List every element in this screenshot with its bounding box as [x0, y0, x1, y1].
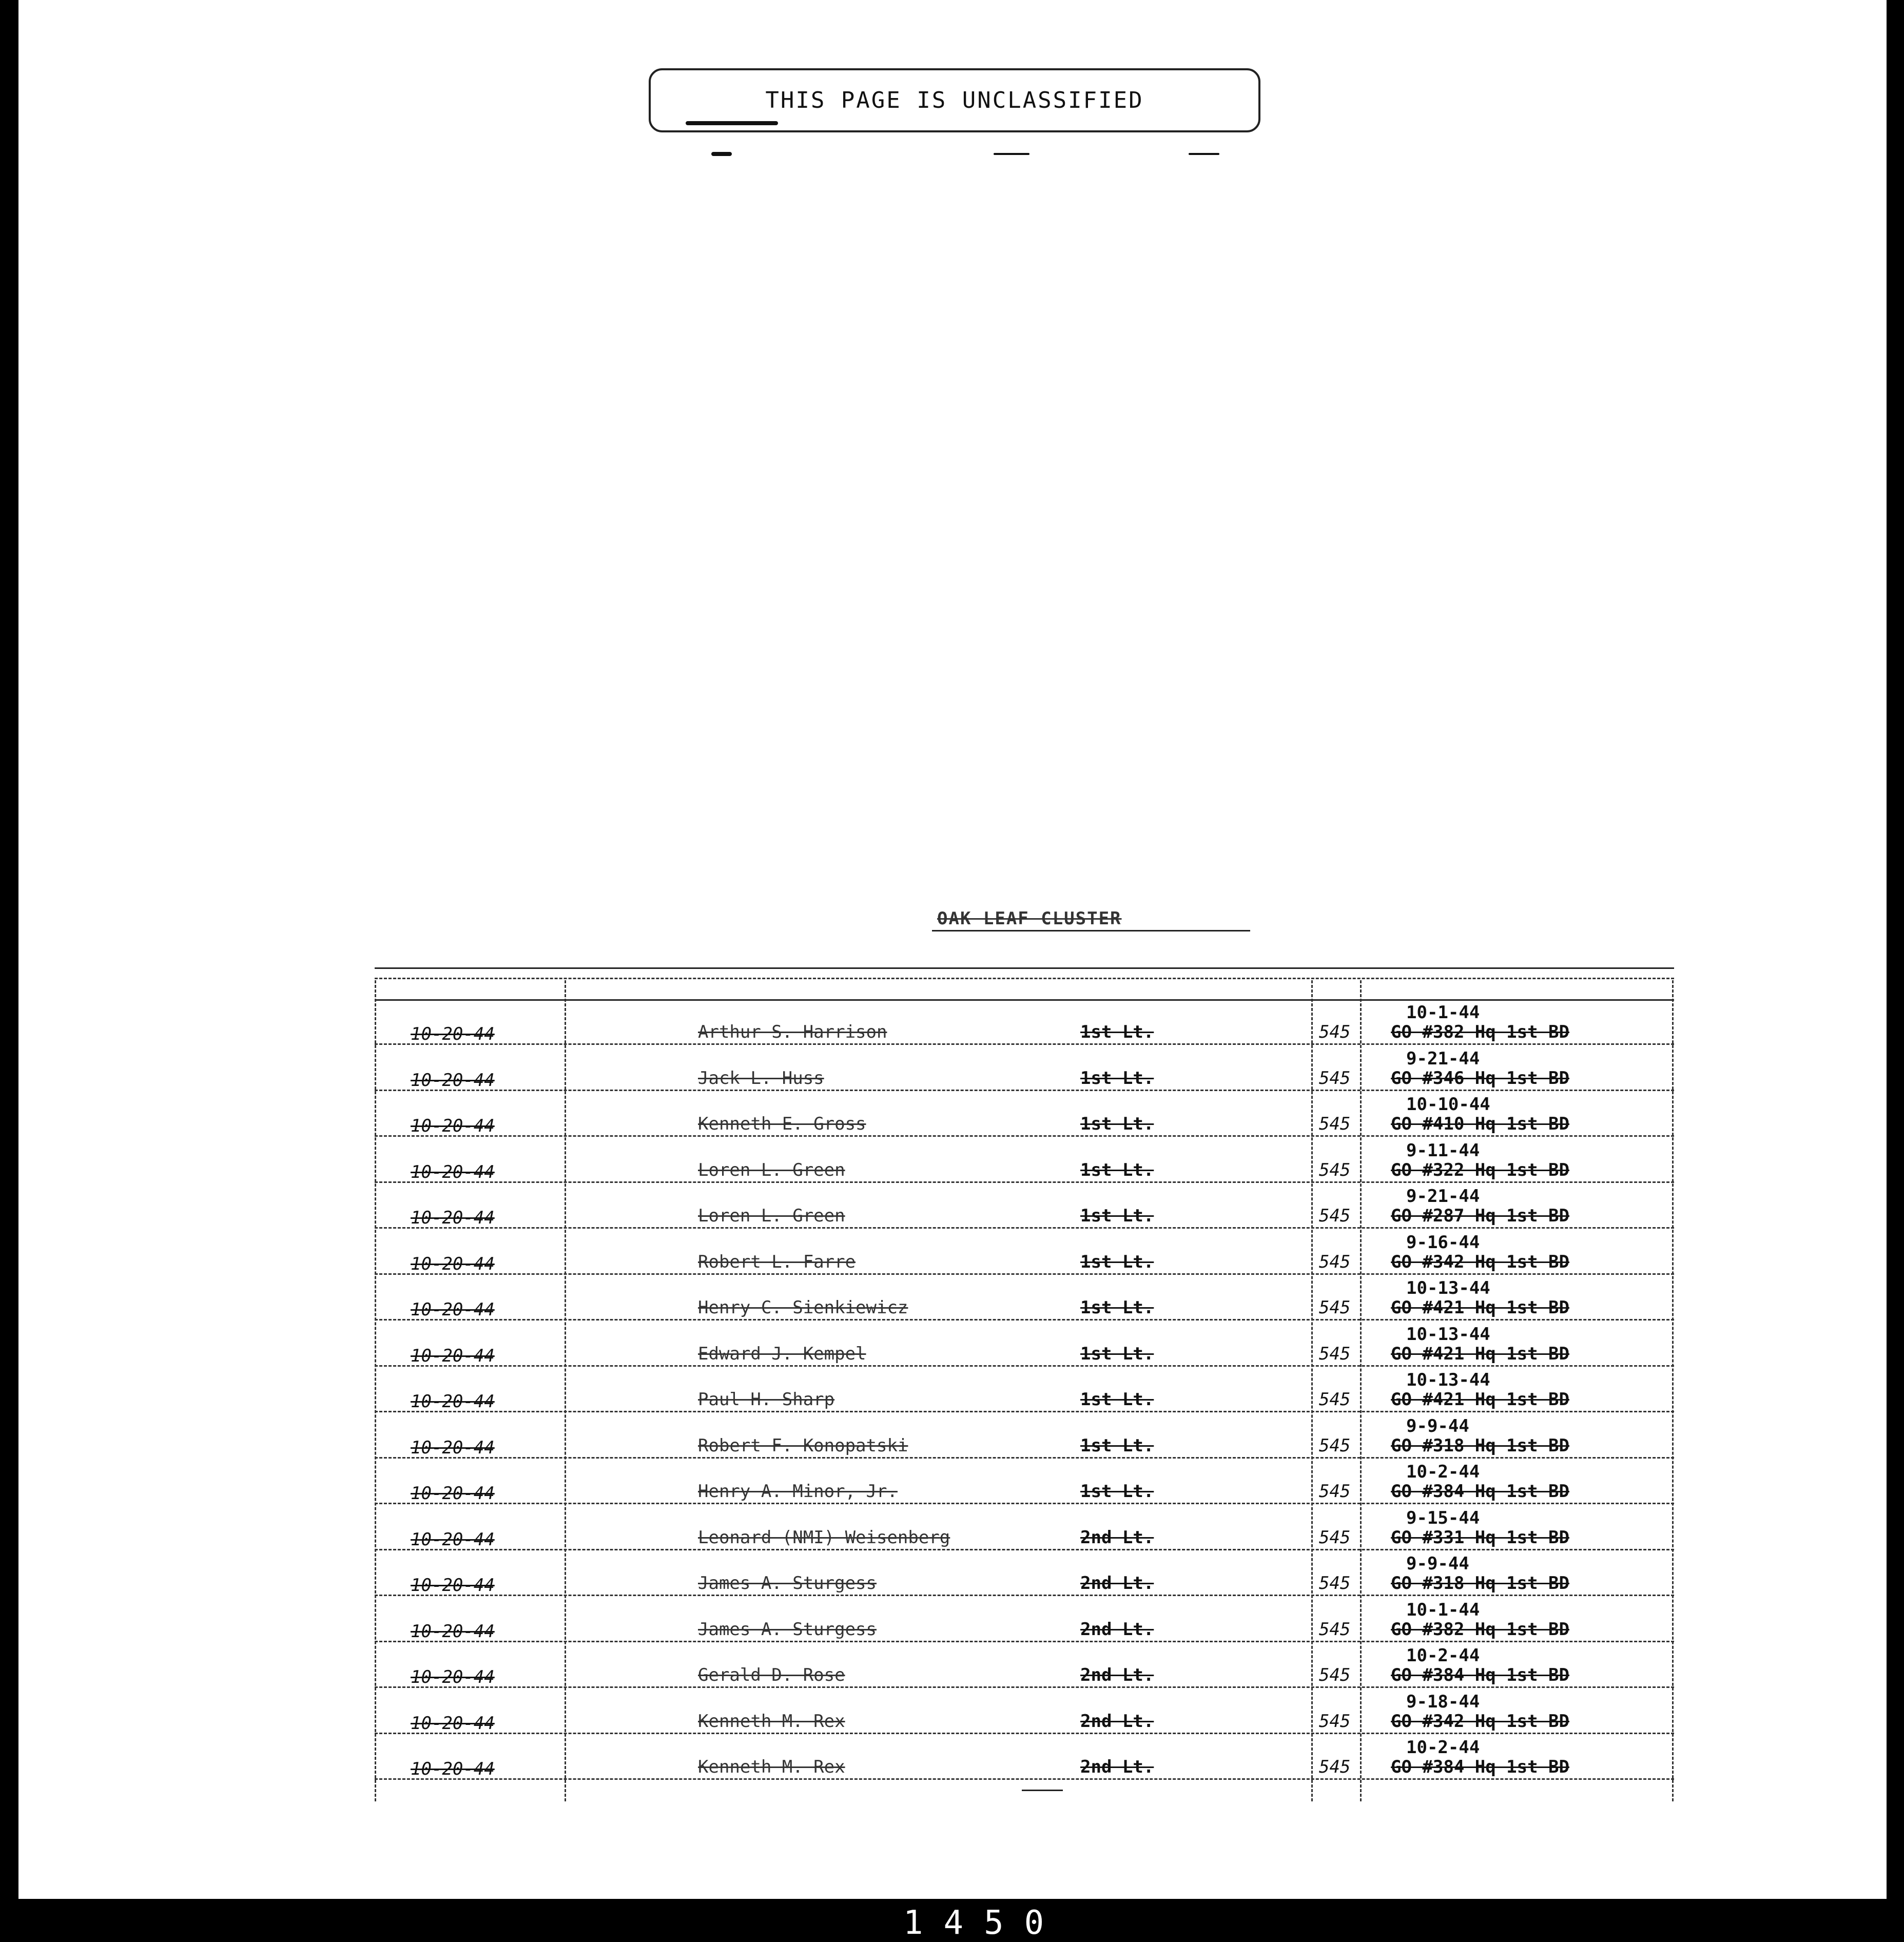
officer-rank: 1st Lt. [1080, 1114, 1154, 1134]
officer-name: Henry C. Sienkiewicz [698, 1297, 908, 1318]
document-page [18, 0, 1887, 1899]
officer-name: Kenneth E. Gross [698, 1114, 866, 1134]
general-order: GO #421 Hq 1st BD [1391, 1297, 1569, 1318]
general-order: GO #318 Hq 1st BD [1391, 1573, 1569, 1594]
table-row [375, 1137, 1674, 1183]
squadron-number: 545 [1319, 1757, 1351, 1777]
order-date: 10-13-44 [1406, 1370, 1490, 1390]
squadron-number: 545 [1319, 1619, 1351, 1640]
award-date: 10-20-44 [411, 1070, 495, 1091]
general-order: GO #421 Hq 1st BD [1391, 1343, 1569, 1364]
order-date: 10-10-44 [1406, 1094, 1490, 1115]
order-date: 9-15-44 [1406, 1507, 1480, 1528]
order-date: 9-16-44 [1406, 1232, 1480, 1253]
officer-name: Kenneth M. Rex [698, 1757, 845, 1777]
stamp-smudge [1189, 153, 1219, 155]
officer-rank: 1st Lt. [1080, 1389, 1154, 1410]
general-order: GO #382 Hq 1st BD [1391, 1022, 1569, 1042]
officer-rank: 1st Lt. [1080, 1067, 1154, 1089]
general-order: GO #287 Hq 1st BD [1391, 1206, 1569, 1226]
table-row [375, 1367, 1674, 1413]
stamp-smudge [686, 121, 778, 125]
officer-rank: 1st Lt. [1080, 1435, 1154, 1456]
squadron-number: 545 [1319, 1206, 1351, 1226]
table-row [375, 1045, 1674, 1092]
officer-name: James A. Sturgess [698, 1573, 877, 1594]
officer-name: Arthur S. Harrison [698, 1022, 887, 1042]
header-sqn [1314, 978, 1357, 998]
award-date: 10-20-44 [411, 1391, 495, 1412]
officer-name: Robert L. Farre [698, 1251, 856, 1272]
table-row [375, 1091, 1674, 1137]
order-date: 10-13-44 [1406, 1278, 1490, 1298]
squadron-number: 545 [1319, 1389, 1351, 1410]
award-date: 10-20-44 [411, 1483, 495, 1504]
stamp-smudge [711, 152, 732, 156]
award-date: 10-20-44 [411, 1759, 495, 1779]
order-date: 10-1-44 [1406, 1002, 1480, 1023]
award-subtitle [855, 908, 1250, 931]
document-title [855, 878, 1255, 898]
squadron-number: 545 [1319, 1067, 1351, 1089]
header-date [380, 978, 559, 998]
award-date: 10-20-44 [411, 1024, 495, 1044]
table-row [375, 1275, 1674, 1321]
order-date: 9-18-44 [1406, 1691, 1480, 1712]
award-date: 10-20-44 [411, 1161, 495, 1182]
table-row [375, 1505, 1674, 1551]
general-order: GO #384 Hq 1st BD [1391, 1481, 1569, 1502]
page-number: 1450 [903, 1904, 1065, 1942]
general-order: GO #421 Hq 1st BD [1391, 1389, 1569, 1410]
squadron-number: 545 [1319, 1435, 1351, 1456]
header-order [1381, 978, 1647, 998]
general-order: GO #318 Hq 1st BD [1391, 1435, 1569, 1456]
officer-rank: 2nd Lt. [1080, 1665, 1154, 1685]
table-top-rule [375, 967, 1674, 969]
officer-rank: 1st Lt. [1080, 1022, 1154, 1042]
general-order: GO #322 Hq 1st BD [1391, 1159, 1569, 1180]
page-mark [973, 1773, 1065, 1794]
award-date: 10-20-44 [411, 1253, 495, 1274]
officer-rank: 2nd Lt. [1080, 1527, 1154, 1548]
squadron-number: 545 [1319, 1251, 1351, 1272]
squadron-number: 545 [1319, 1297, 1351, 1318]
officer-name: Loren L. Green [698, 1206, 845, 1226]
officer-name: Leonard (NMI) Weisenberg [698, 1527, 950, 1548]
award-date: 10-20-44 [411, 1621, 495, 1642]
officer-name: Edward J. Kempel [698, 1343, 866, 1364]
officer-rank: 2nd Lt. [1080, 1757, 1154, 1777]
header-name [575, 978, 821, 998]
general-order: GO #346 Hq 1st BD [1391, 1067, 1569, 1089]
officer-rank: 2nd Lt. [1080, 1619, 1154, 1640]
officer-name: Robert F. Konopatski [698, 1435, 908, 1456]
officer-name: Gerald D. Rose [698, 1665, 845, 1685]
squadron-number: 545 [1319, 1665, 1351, 1685]
subtitle-value: OAK LEAF CLUSTER [937, 908, 1122, 929]
table-row [375, 1321, 1674, 1367]
award-date: 10-20-44 [411, 1575, 495, 1596]
award-date: 10-20-44 [411, 1299, 495, 1320]
table-row [375, 1183, 1674, 1229]
stamp-smudge [994, 153, 1029, 155]
squadron-number: 545 [1319, 1343, 1351, 1364]
general-order: GO #384 Hq 1st BD [1391, 1757, 1569, 1777]
order-date: 10-2-44 [1406, 1737, 1480, 1758]
award-date: 10-20-44 [411, 1529, 495, 1550]
squadron-number: 545 [1319, 1114, 1351, 1134]
squadron-number: 545 [1319, 1481, 1351, 1502]
page-blank-line [1022, 1790, 1063, 1791]
general-order: GO #342 Hq 1st BD [1391, 1251, 1569, 1272]
award-date: 10-20-44 [411, 1208, 495, 1228]
squadron-number: 545 [1319, 1527, 1351, 1548]
officer-name: Loren L. Green [698, 1159, 845, 1180]
table-row [375, 1229, 1674, 1275]
order-date: 9-9-44 [1406, 1415, 1469, 1436]
order-date: 9-11-44 [1406, 1140, 1480, 1161]
officer-rank: 1st Lt. [1080, 1159, 1154, 1180]
table-row [375, 1597, 1674, 1643]
general-order: GO #384 Hq 1st BD [1391, 1665, 1569, 1685]
officer-rank: 1st Lt. [1080, 1343, 1154, 1364]
header-grade [939, 978, 1093, 998]
award-date: 10-20-44 [411, 1667, 495, 1687]
award-table [375, 967, 1674, 1801]
officer-name: Paul H. Sharp [698, 1389, 835, 1410]
order-date: 9-21-44 [1406, 1186, 1480, 1207]
officer-rank: 2nd Lt. [1080, 1711, 1154, 1732]
squadron-number: 545 [1319, 1159, 1351, 1180]
award-date: 10-20-44 [411, 1713, 495, 1734]
officer-rank: 2nd Lt. [1080, 1573, 1154, 1594]
squadron-number: 545 [1319, 1022, 1351, 1042]
officer-rank: 1st Lt. [1080, 1297, 1154, 1318]
table-row [375, 1550, 1674, 1597]
general-order: GO #342 Hq 1st BD [1391, 1711, 1569, 1732]
squadron-number: 545 [1319, 1711, 1351, 1732]
award-date: 10-20-44 [411, 1437, 495, 1458]
table-row [375, 999, 1674, 1045]
order-date: 10-2-44 [1406, 1645, 1480, 1666]
officer-name: Kenneth M. Rex [698, 1711, 845, 1732]
classification-text: THIS PAGE IS UNCLASSIFIED [765, 87, 1144, 113]
table-row [375, 1642, 1674, 1688]
officer-name: Jack L. Huss [698, 1067, 824, 1089]
order-date: 10-13-44 [1406, 1324, 1490, 1345]
table-row [375, 1688, 1674, 1735]
officer-name: Henry A. Minor, Jr. [698, 1481, 898, 1502]
general-order: GO #382 Hq 1st BD [1391, 1619, 1569, 1640]
table-row [375, 1459, 1674, 1505]
award-date: 10-20-44 [411, 1116, 495, 1136]
officer-rank: 1st Lt. [1080, 1251, 1154, 1272]
order-date: 9-9-44 [1406, 1553, 1469, 1574]
award-date: 10-20-44 [411, 1345, 495, 1366]
squadron-number: 545 [1319, 1573, 1351, 1594]
subtitle-underline [932, 930, 1250, 931]
general-order: GO #331 Hq 1st BD [1391, 1527, 1569, 1548]
officer-rank: 1st Lt. [1080, 1206, 1154, 1226]
order-date: 9-21-44 [1406, 1048, 1480, 1069]
table-row [375, 1413, 1674, 1459]
general-order: GO #410 Hq 1st BD [1391, 1114, 1569, 1134]
order-date: 10-2-44 [1406, 1462, 1480, 1482]
order-date: 10-1-44 [1406, 1599, 1480, 1620]
officer-name: James A. Sturgess [698, 1619, 877, 1640]
officer-rank: 1st Lt. [1080, 1481, 1154, 1502]
